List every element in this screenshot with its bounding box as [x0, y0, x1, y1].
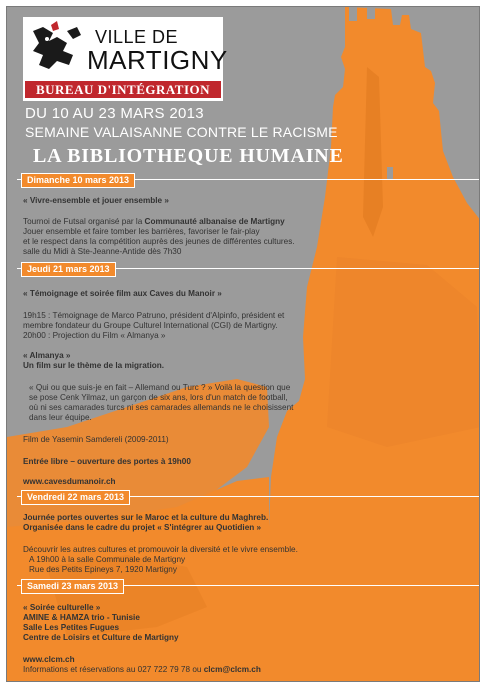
footer-website-link[interactable]: www.clcm.ch [23, 655, 75, 664]
text-line: dans leur équipe. [29, 413, 92, 422]
footer-email-link[interactable]: clcm@clcm.ch [203, 665, 261, 674]
lion-crest-icon [27, 21, 85, 77]
event-week: SEMAINE VALAISANNE CONTRE LE RACISME [25, 124, 338, 140]
organizer-name: Communauté albanaise de Martigny [144, 217, 285, 226]
poster [6, 6, 480, 682]
logo-band: BUREAU D'INTÉGRATION [25, 81, 221, 98]
film-subtitle: Un film sur le thème de la migration. [23, 361, 165, 370]
logo-line-1: VILLE DE [95, 27, 179, 47]
date-tag-friday: Vendredi 22 mars 2013 [21, 490, 130, 505]
text-line: Rue des Petits Epineys 7, 1920 Martigny [29, 565, 177, 574]
section-heading: « Témoignage et soirée film aux Caves du Manoir » [23, 289, 222, 298]
text-line: A 19h00 à la salle Communale de Martigny [29, 555, 186, 564]
film-title: « Almanya » [23, 351, 71, 360]
date-tag-thursday: Jeudi 21 mars 2013 [21, 262, 116, 277]
text-line: 19h15 : Témoignage de Marco Patruno, président d'Alpinfo, président et [23, 311, 285, 320]
text-line: Tournoi de Futsal organisé par la Communauté albanaise de Martigny [23, 217, 285, 226]
text-line: Centre de Loisirs et Culture de Martigny [23, 633, 179, 642]
section-heading: Organisée dans le cadre du projet « S'intégrer au Quotidien » [23, 523, 262, 532]
logo-block [23, 17, 228, 101]
text-line: où ni ses camarades turcs ni ses camarades allemands ne le choisissent [29, 403, 294, 412]
text-line: 20h00 : Projection du Film « Almanya » [23, 331, 166, 340]
text-line: Jouer ensemble et faire tomber les barrières, favoriser le fair-play [23, 227, 260, 236]
date-tag-saturday: Samedi 23 mars 2013 [21, 579, 124, 594]
section-heading: « Vivre-ensemble et jouer ensemble » [23, 196, 169, 205]
entry-info: Entrée libre – ouverture des portes à 19h00 [23, 457, 191, 466]
text-line: AMINE & HAMZA trio - Tunisie [23, 613, 140, 622]
website-link[interactable]: www.cavesdumanoir.ch [23, 477, 116, 486]
text-line: « Qui ou que suis-je en fait – Allemand ou Turc ? » Voilà la question que [29, 383, 291, 392]
text-line: et le respect dans la compétition auprès des jeunes de différentes cultures. [23, 237, 295, 246]
section-heading: Journée portes ouvertes sur le Maroc et la culture du Maghreb. [23, 513, 269, 522]
text-line: Salle Les Petites Fugues [23, 623, 120, 632]
text-line: Découvrir les autres cultures et promouvoir la diversité et le vivre ensemble. [23, 545, 298, 554]
poster-title: LA BIBLIOTHEQUE HUMAINE [33, 145, 344, 167]
text-line: membre fondateur du Groupe Culturel International (CGI) de Martigny. [23, 321, 278, 330]
film-credit: Film de Yasemin Samdereli (2009-2011) [23, 435, 169, 444]
logo-line-2: MARTIGNY [87, 45, 228, 75]
date-tag-sunday: Dimanche 10 mars 2013 [21, 173, 135, 188]
text-line: salle du Midi à Ste-Jeanne-Antide dès 7h30 [23, 247, 182, 256]
text-line: se pose Cenk Yilmaz, un garçon de six ans, lors d'un match de football, [29, 393, 288, 402]
event-dates: DU 10 AU 23 MARS 2013 [25, 105, 204, 122]
section-heading: « Soirée culturelle » [23, 603, 101, 612]
footer-contact: Informations et réservations au 027 722 79 78 ou clcm@clcm.ch [23, 665, 261, 674]
